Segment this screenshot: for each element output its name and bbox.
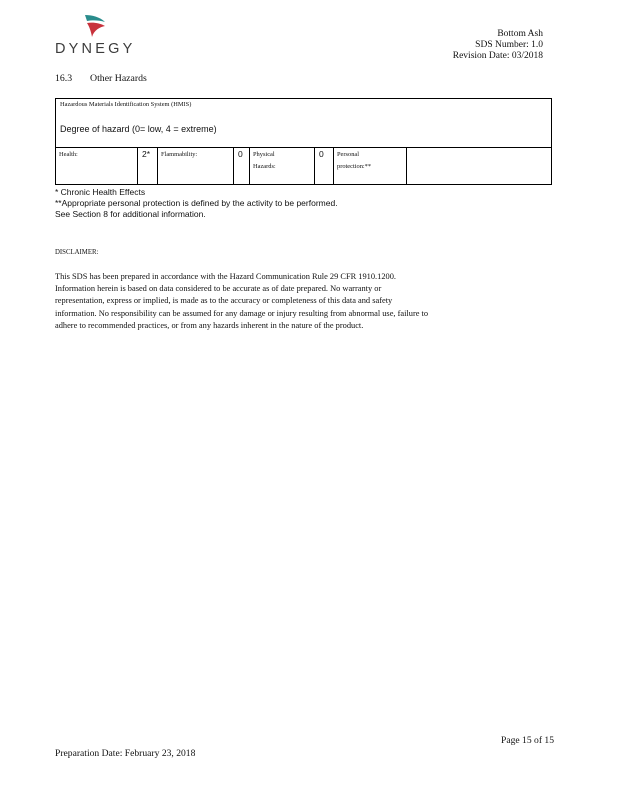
product-name: Bottom Ash	[497, 29, 543, 39]
disclaimer-line: adhere to recommended practices, or from any hazards inherent in the nature of the product.	[55, 320, 364, 330]
physical-hazards-value-cell	[315, 147, 334, 184]
brand-name: DYNEGY	[55, 41, 136, 57]
physical-hazards-value: 0	[319, 149, 324, 159]
note-protection: **Appropriate personal protection is defined by the activity to be performed.	[55, 198, 338, 208]
flammability-label: Flammability:	[161, 151, 198, 158]
revision-date: Revision Date: 03/2018	[452, 51, 543, 61]
disclaimer-line: This SDS has been prepared in accordance with the Hazard Communication Rule 29 CFR 1910.1200.	[55, 272, 396, 281]
sds-number: SDS Number: 1.0	[475, 40, 543, 50]
disclaimer-title: DISCLAIMER:	[55, 249, 99, 256]
note-chronic: * Chronic Health Effects	[55, 187, 146, 197]
preparation-date: Preparation Date: February 23, 2018	[55, 748, 196, 759]
section-number: 16.3	[55, 73, 73, 84]
health-value-cell	[138, 147, 158, 184]
dynegy-logo-icon	[84, 14, 106, 38]
page-number: Page 15 of 15	[501, 735, 555, 746]
flammability-value-cell	[234, 147, 250, 184]
hmis-values-row	[56, 147, 551, 184]
section-title: Other Hazards	[90, 73, 147, 84]
hmis-header-row	[56, 99, 551, 148]
hmis-table	[55, 98, 552, 185]
health-value: 2*	[142, 149, 151, 159]
disclaimer-body	[55, 271, 525, 332]
disclaimer-line: Information herein is based on data considered to be accurate as of date prepared. No warranty or	[55, 284, 382, 294]
health-label-cell	[56, 147, 138, 184]
physical-hazards-label: Physical Hazards:	[253, 151, 276, 170]
hmis-degree-label: Degree of hazard (0= low, 4 = extreme)	[60, 124, 217, 134]
personal-protection-label-cell	[334, 147, 407, 184]
physical-hazards-label-cell	[250, 147, 315, 184]
hmis-system-label: Hazardous Materials Identification System (HMIS)	[60, 101, 192, 108]
note-section-8: See Section 8 for additional information.	[55, 209, 206, 219]
flammability-value: 0	[238, 149, 243, 159]
disclaimer-line: information. No responsibility can be assumed for any damage or injury resulting from abnormal use, failure to	[55, 308, 429, 318]
personal-protection-value-cell	[407, 147, 551, 184]
disclaimer-line: representation, express or implied, is made as to the accuracy or completeness of this data and safety	[55, 296, 393, 306]
health-label: Health:	[59, 151, 78, 158]
flammability-label-cell	[158, 147, 234, 184]
personal-protection-label: Personal protection:**	[337, 151, 372, 170]
